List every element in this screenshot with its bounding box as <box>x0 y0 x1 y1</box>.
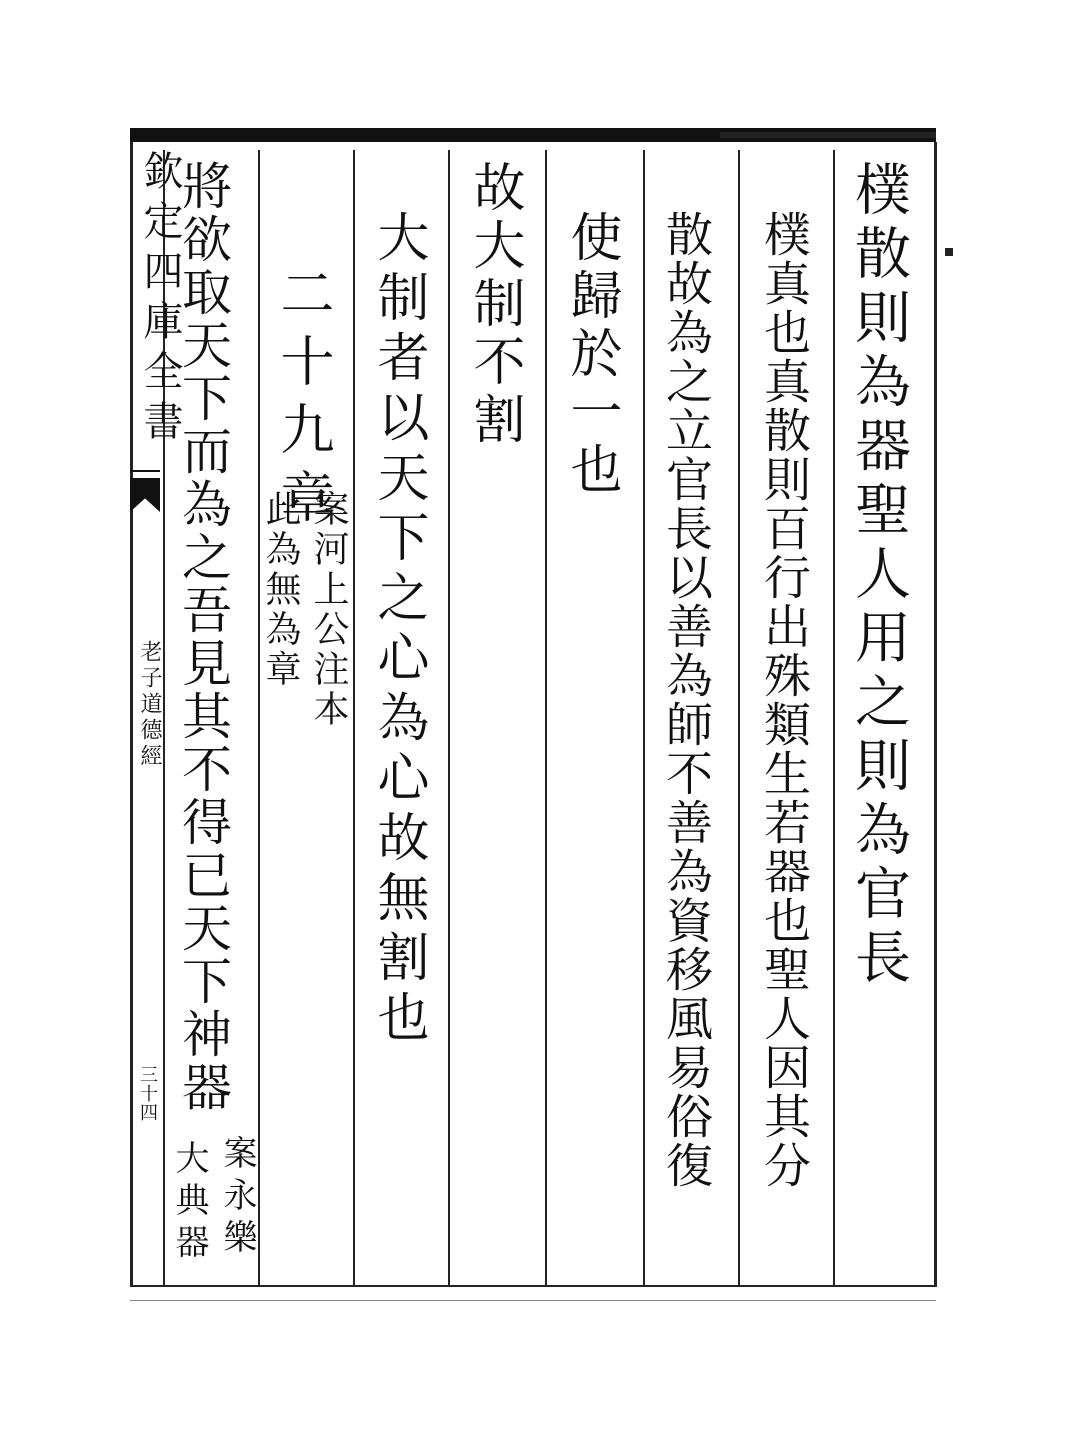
text-column-5: 故大制不割 <box>464 160 524 450</box>
column-divider <box>545 150 547 1285</box>
column-divider <box>353 150 355 1285</box>
annotation-note-1: 案河上公注本 <box>308 490 349 730</box>
margin-dot <box>945 248 953 256</box>
chapter-heading: 二十九章 <box>272 265 335 537</box>
text-column-1: 樸散則為器聖人用之則為官長 <box>846 160 911 992</box>
column-divider <box>738 150 740 1285</box>
text-column-2: 樸真也真散則百行出殊類生若器也聖人因其分 <box>756 210 811 1190</box>
column-divider <box>258 150 260 1285</box>
spine-title: 欽定四庫全書 <box>137 150 183 450</box>
annotation-note-3: 案永樂 <box>217 1135 257 1261</box>
column-divider <box>643 150 645 1285</box>
annotation-note-2: 此為無為章 <box>260 490 301 690</box>
top-border-inner <box>720 132 936 138</box>
bottom-border-faint <box>130 1300 936 1301</box>
text-column-4: 使歸於一也 <box>561 210 621 500</box>
fishtail-rule <box>130 470 160 472</box>
fishtail-mark <box>130 478 160 512</box>
text-column-6: 大制者以天下之心為心故無割也 <box>368 210 428 1050</box>
text-column-3: 散故為之立官長以善為師不善為資移風易俗復 <box>658 210 713 1190</box>
text-column-8: 將欲取天下而為之吾見其不得已天下神器 <box>174 160 232 1114</box>
bottom-border <box>130 1285 936 1287</box>
annotation-note-4: 大典器 <box>169 1140 209 1266</box>
spine-page-number: 三十四 <box>137 1065 158 1122</box>
column-divider <box>448 150 450 1285</box>
spine-book-title: 老子道德經 <box>137 640 162 770</box>
right-frame-line <box>934 142 937 1287</box>
column-divider <box>833 150 835 1285</box>
